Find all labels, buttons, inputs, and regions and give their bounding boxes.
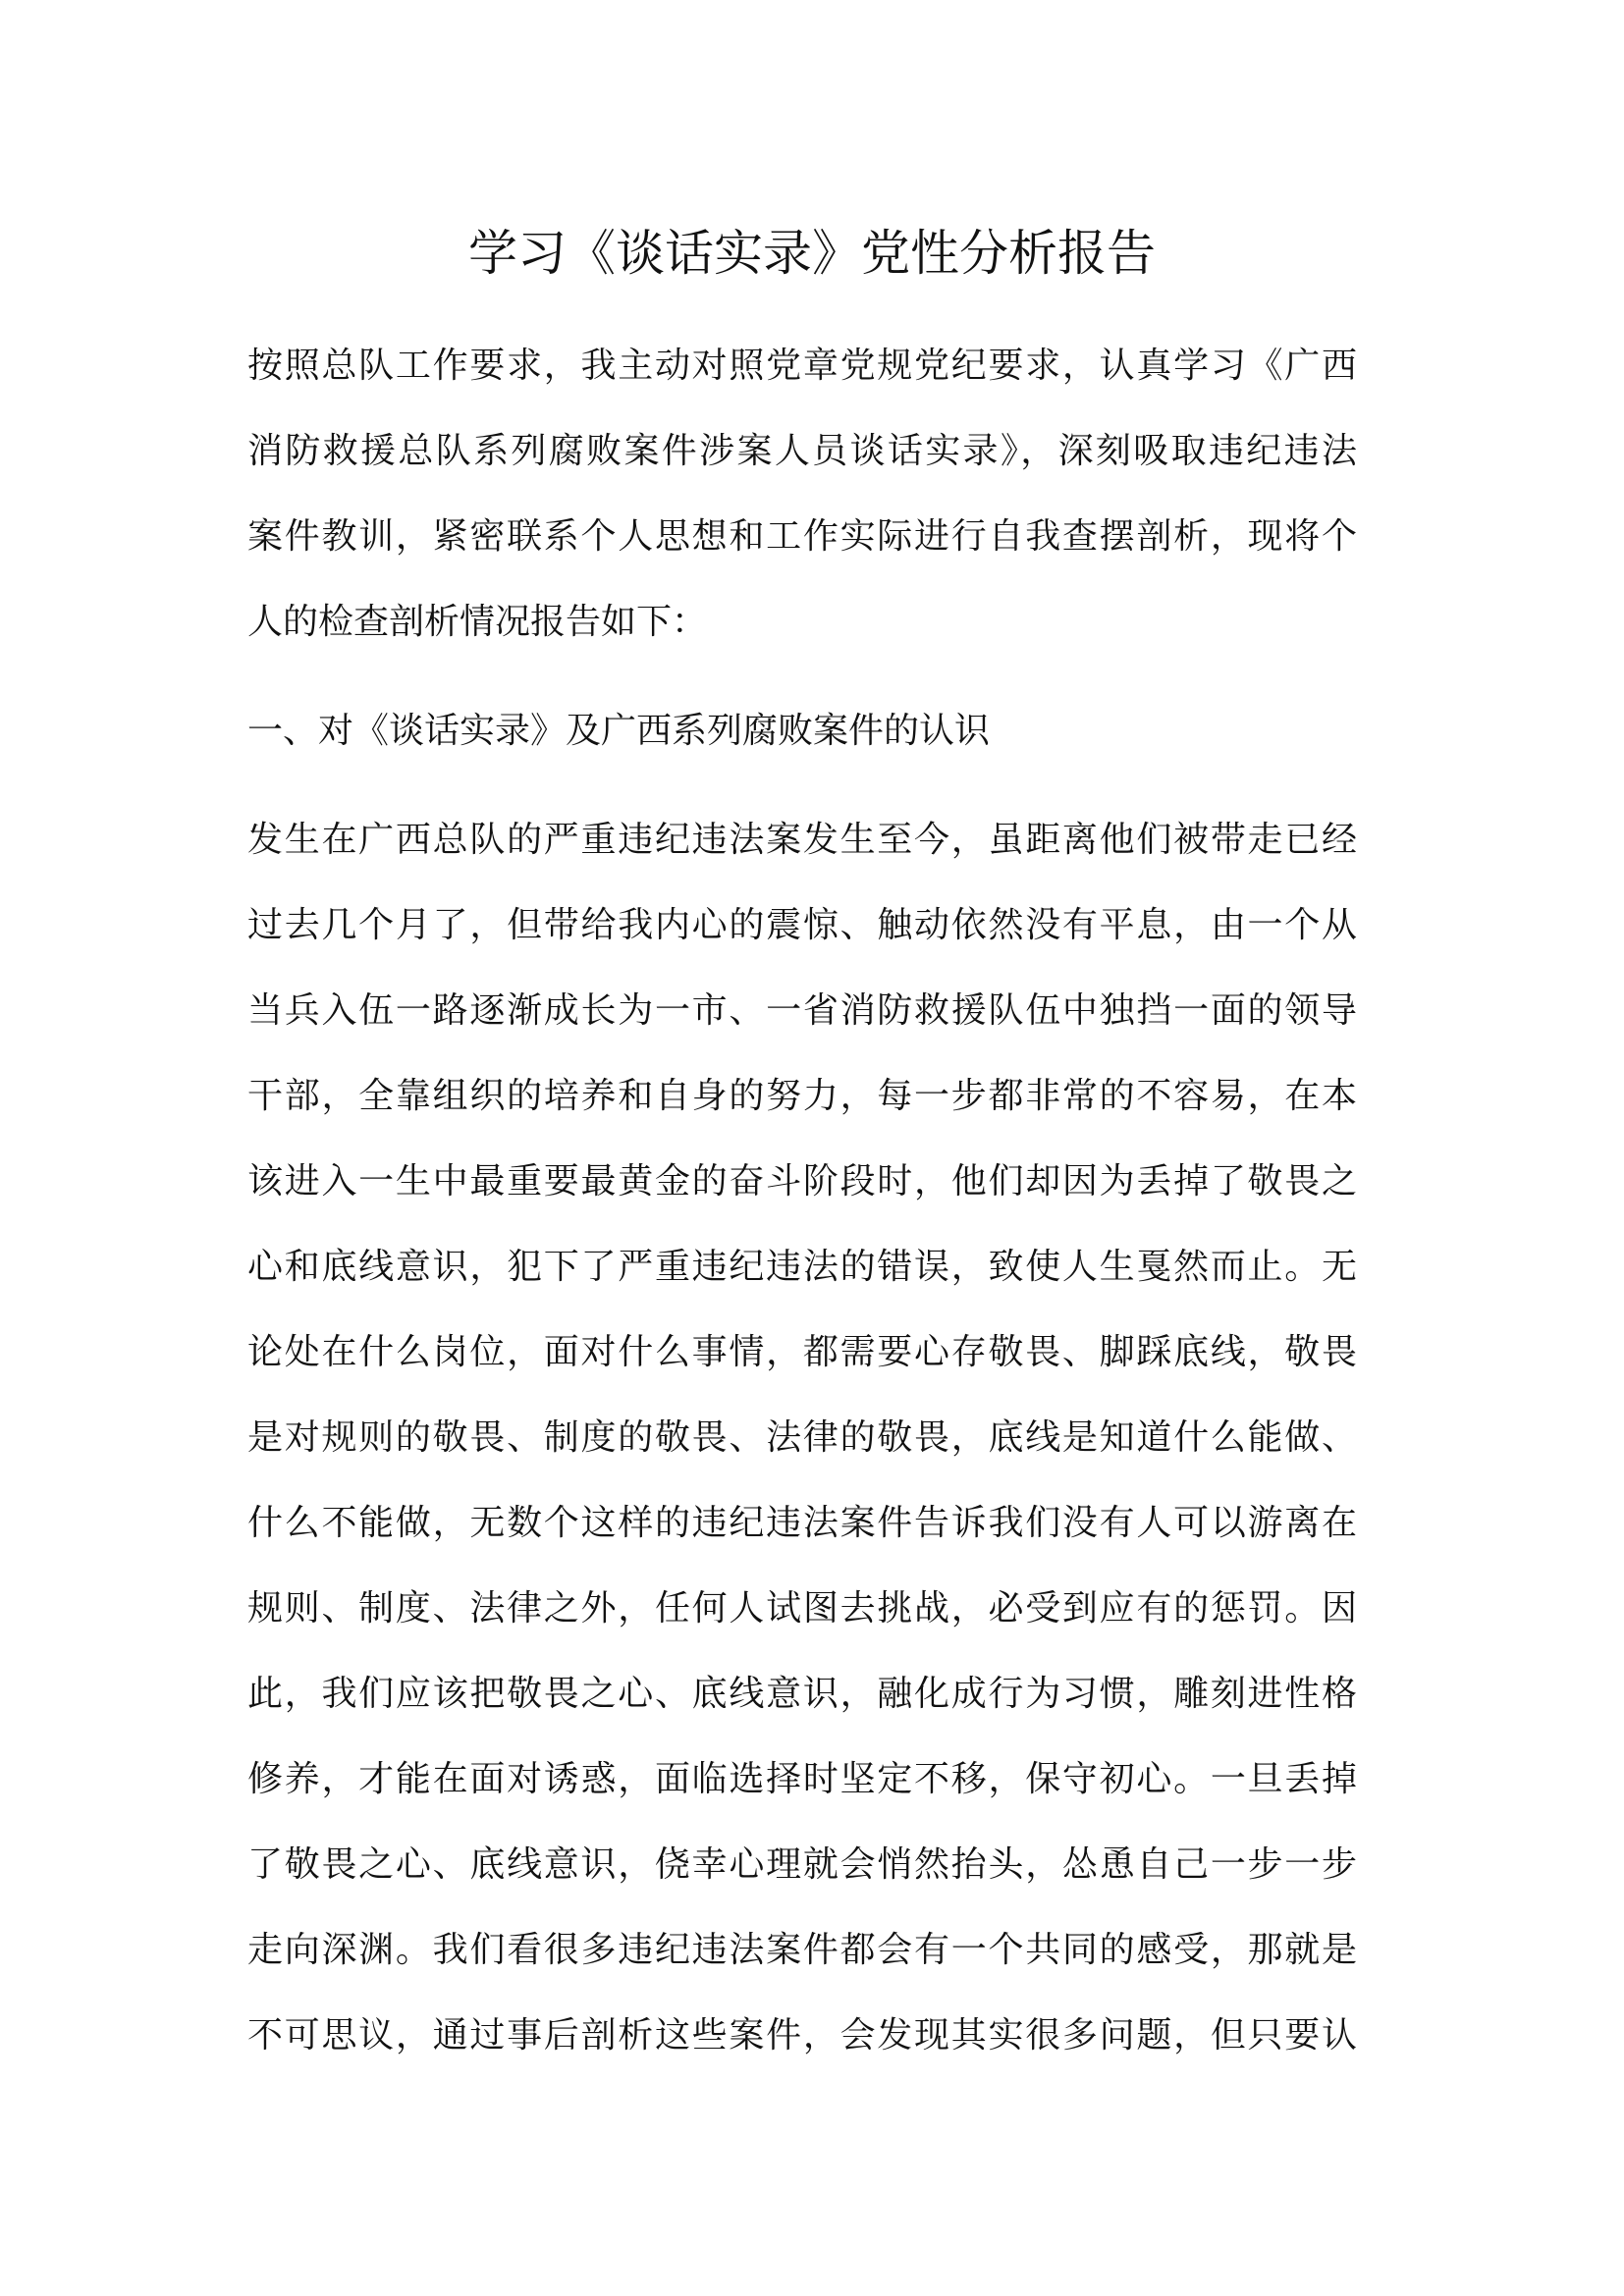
body-line: 过去几个月了，但带给我内心的震惊、触动依然没有平息，由一个从	[247, 905, 1357, 945]
body-line: 不可思议，通过事后剖析这些案件，会发现其实很多问题，但只要认	[247, 2015, 1357, 2056]
body-line: 修养，才能在面对诱惑，面临选择时坚定不移，保守初心。一旦丢掉	[247, 1759, 1357, 1799]
body-line: 干部，全靠组织的培养和自身的努力，每一步都非常的不容易，在本	[247, 1076, 1357, 1116]
body-line: 该进入一生中最重要最黄金的奋斗阶段时，他们却因为丢掉了敬畏之	[247, 1161, 1357, 1201]
document-title: 学习《谈话实录》党性分析报告	[468, 225, 1156, 282]
section-heading: 一、对《谈话实录》及广西系列腐败案件的认识	[247, 711, 991, 751]
intro-line: 案件教训，紧密联系个人思想和工作实际进行自我查摆剖析，现将个	[247, 516, 1357, 557]
body-line: 心和底线意识，犯下了严重违纪违法的错误，致使人生戛然而止。无	[247, 1247, 1357, 1287]
intro-line: 消防救援总队系列腐败案件涉案人员谈话实录》，深刻吸取违纪违法	[247, 431, 1357, 471]
body-line: 当兵入伍一路逐渐成长为一市、一省消防救援队伍中独挡一面的领导	[247, 990, 1357, 1031]
body-line: 走向深渊。我们看很多违纪违法案件都会有一个共同的感受，那就是	[247, 1930, 1357, 1970]
body-line: 论处在什么岗位，面对什么事情，都需要心存敬畏、脚踩底线，敬畏	[247, 1332, 1357, 1372]
intro-line: 人的检查剖析情况报告如下：	[247, 602, 708, 642]
body-line: 了敬畏之心、底线意识，侥幸心理就会悄然抬头，怂恿自己一步一步	[247, 1844, 1357, 1885]
body-line: 规则、制度、法律之外，任何人试图去挑战，必受到应有的惩罚。因	[247, 1588, 1357, 1629]
body-line: 什么不能做，无数个这样的违纪违法案件告诉我们没有人可以游离在	[247, 1503, 1357, 1543]
intro-line: 按照总队工作要求，我主动对照党章党规党纪要求，认真学习《广西	[247, 346, 1357, 386]
body-line: 是对规则的敬畏、制度的敬畏、法律的敬畏，底线是知道什么能做、	[247, 1417, 1357, 1458]
body-line: 此，我们应该把敬畏之心、底线意识，融化成行为习惯，雕刻进性格	[247, 1674, 1357, 1714]
body-line: 发生在广西总队的严重违纪违法案发生至今，虽距离他们被带走已经	[247, 820, 1357, 860]
